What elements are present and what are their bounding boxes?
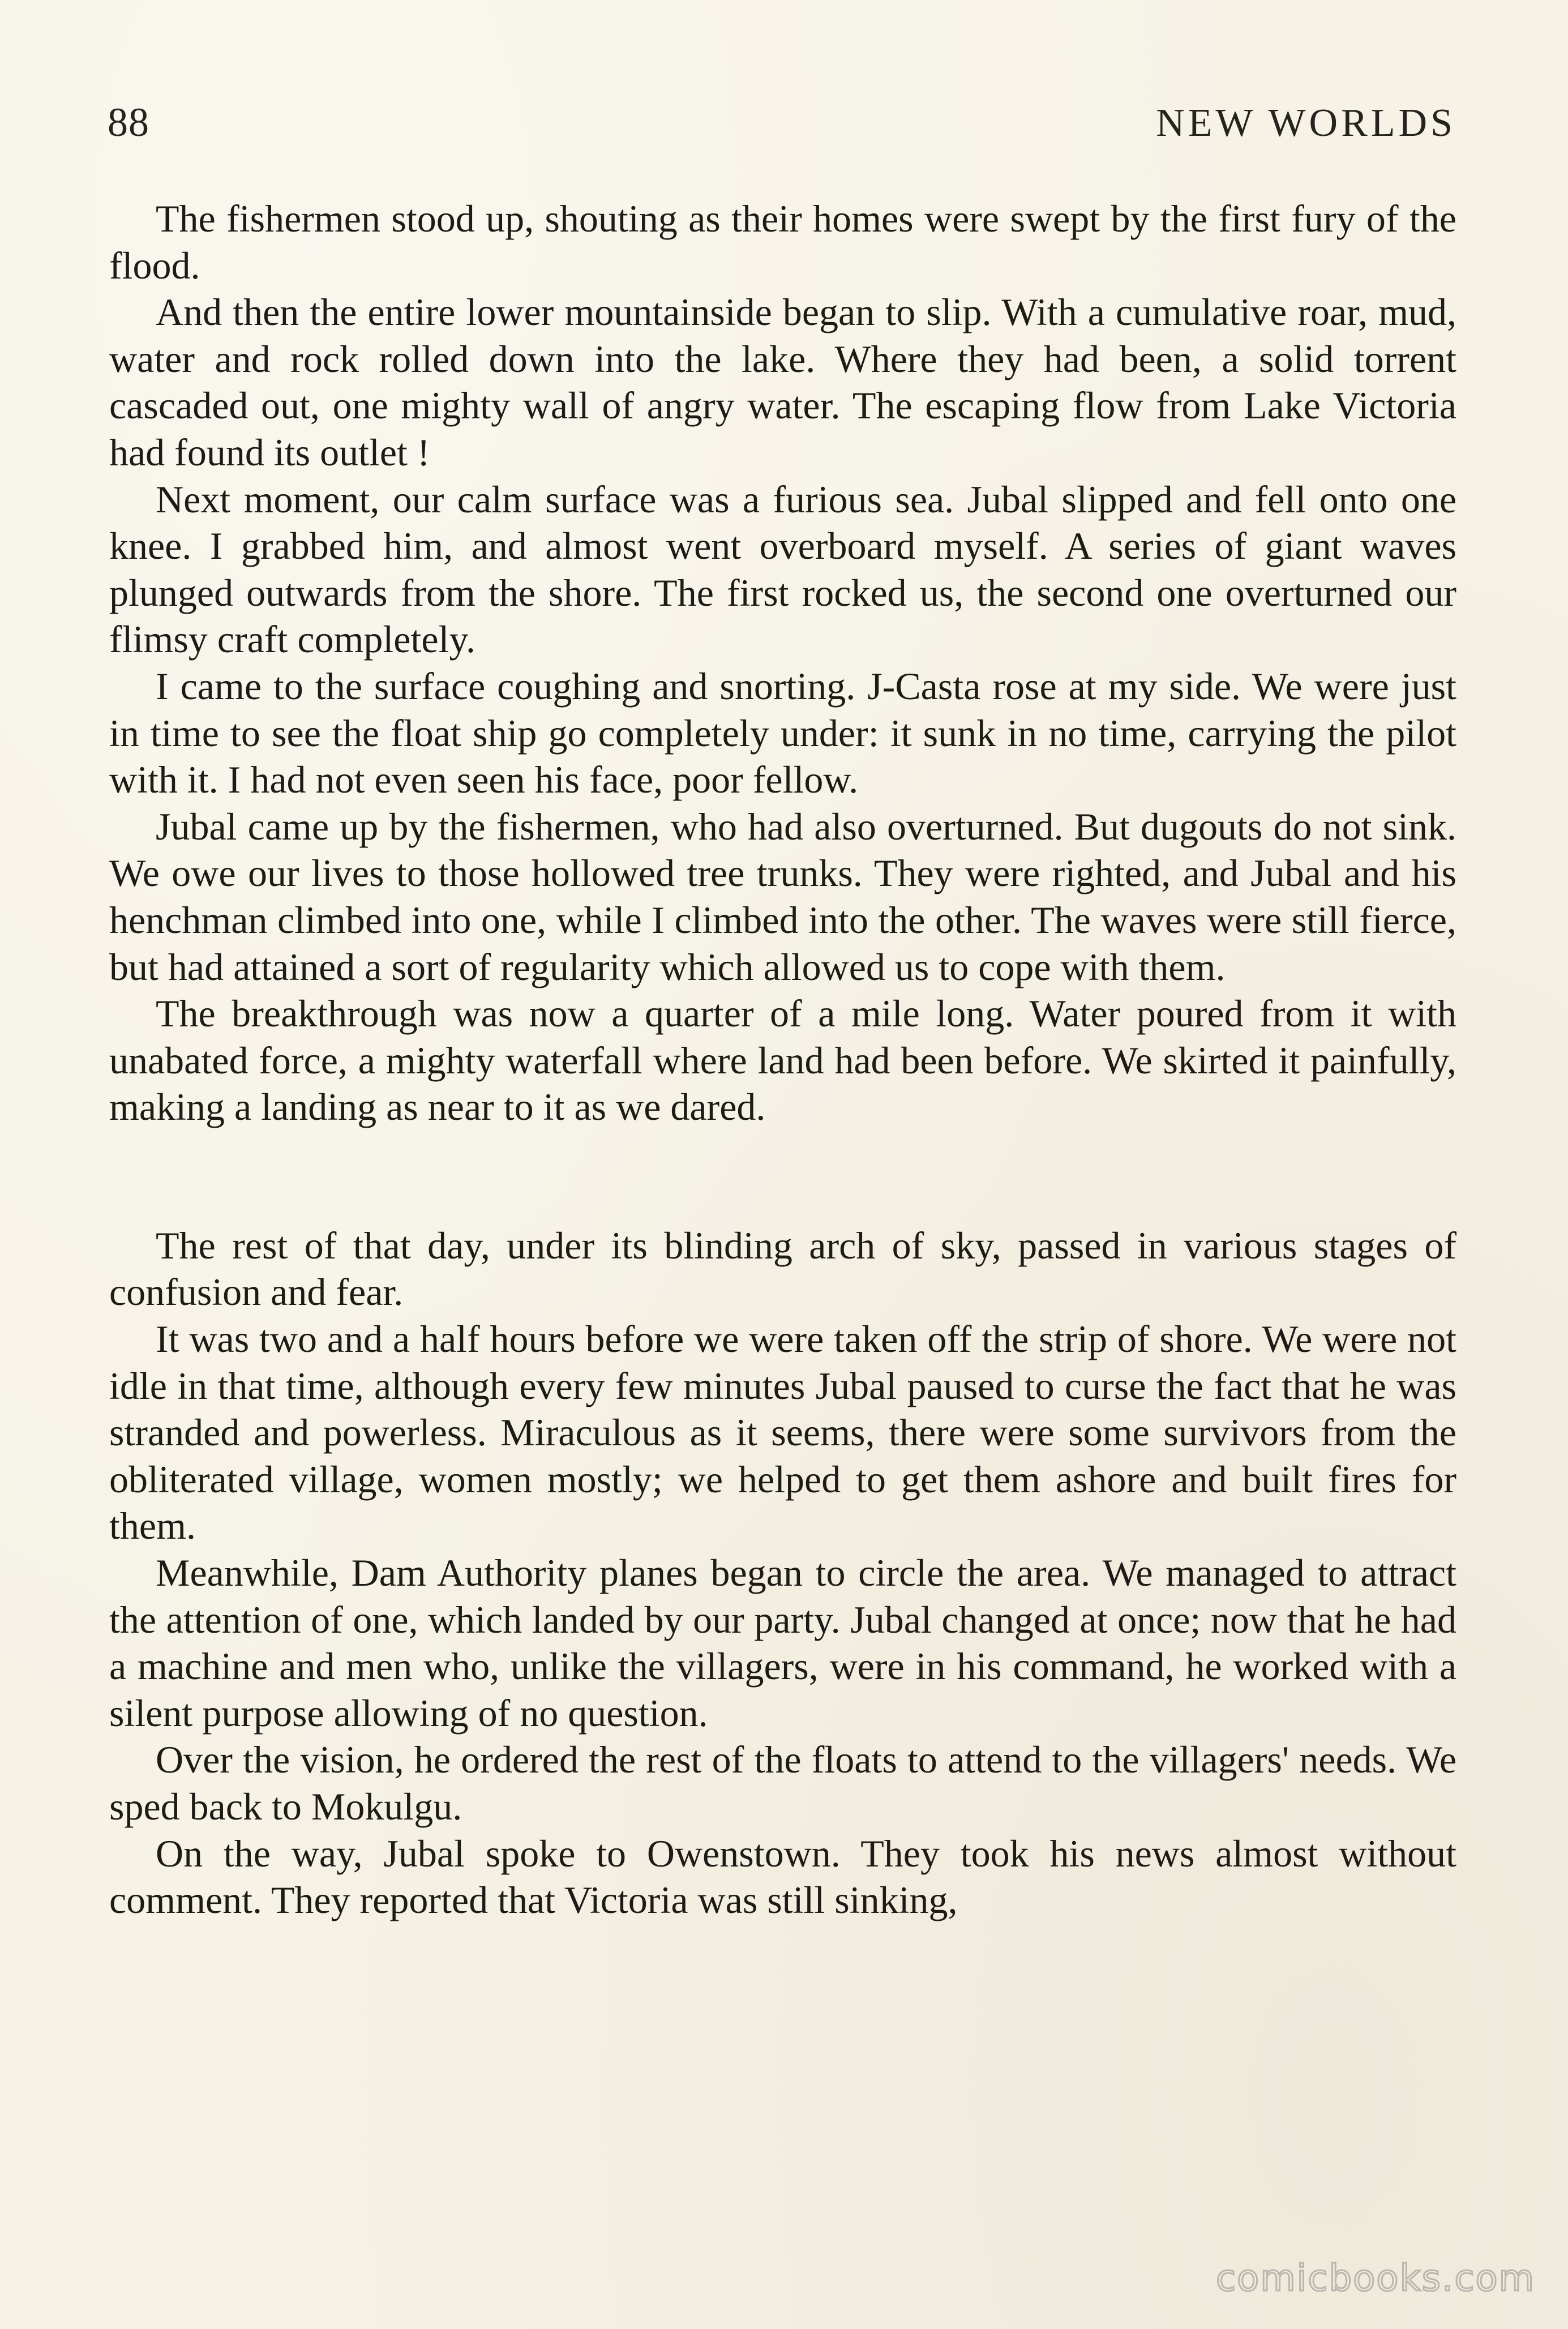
paragraph: The breakthrough was now a quarter of a mile long. Water poured from it with unabated force, a mighty waterfall where land had been before. We skirted it painfully, making a landing as near to it as we dared. <box>109 992 1456 1129</box>
section-break <box>109 1131 1456 1222</box>
paragraph: Meanwhile, Dam Authority planes began to circle the area. We managed to attract the attention of one, which landed by our party. Jubal changed at once; now that he had a machine and men who, unlike the villagers, were in his command, he worked with a silent purpose allowing of no question. <box>109 1551 1456 1735</box>
paragraph: I came to the surface coughing and snorting. J-Casta rose at my side. We were just in time to see the float ship go completely under: it sunk in no time, carrying the pilot with it. I had not even seen his face, poor fellow. <box>109 664 1456 802</box>
page-header <box>108 99 1456 150</box>
paragraph: It was two and a half hours before we were taken off the strip of shore. We were not idle in that time, although every few minutes Jubal paused to curse the fact that he was stranded and powerless. Miraculous as it seems, there were some survivors from the obliterated village, women mostly; we helped to get them ashore and built fires for them. <box>109 1317 1456 1548</box>
paragraph: The rest of that day, under its blinding arch of sky, passed in various stages of confusion and fear. <box>109 1223 1456 1314</box>
paragraph: Jubal came up by the fishermen, who had also overturned. But dugouts do not sink. We owe our lives to those hollowed tree trunks. They were righted, and Jubal and his henchman climbed into one, while I climbed into the other. The waves were still fierce, but had attained a sort of regularity which allowed us to cope with them. <box>109 804 1456 988</box>
paragraph: The fishermen stood up, shouting as their homes were swept by the first fury of the flood. <box>109 197 1456 287</box>
running-head: NEW WORLDS <box>1156 101 1456 145</box>
paragraph: Over the vision, he ordered the rest of the floats to attend to the villagers' needs. We sped back to Mokulgu. <box>109 1738 1456 1828</box>
paragraph: Next moment, our calm surface was a furious sea. Jubal slipped and fell onto one knee. I grabbed him, and almost went overboard myself. A series of giant waves plunged outwards from the shore. The first rocked us, the second one overturned our flimsy craft completely. <box>109 477 1456 661</box>
paragraph: And then the entire lower mountainside began to slip. With a cumulative roar, mud, water and rock rolled down into the lake. Where they had been, a solid torrent cascaded out, one mighty wall of angry water. The escaping flow from Lake Victoria had found its outlet ! <box>109 290 1456 474</box>
page-number: 88 <box>108 100 149 145</box>
site-watermark: comicbooks.com <box>1215 2258 1535 2300</box>
paragraph: On the way, Jubal spoke to Owenstown. They took his news almost without comment. They reported that Victoria was still sinking, <box>109 1831 1456 1922</box>
body-text <box>109 195 1456 1924</box>
